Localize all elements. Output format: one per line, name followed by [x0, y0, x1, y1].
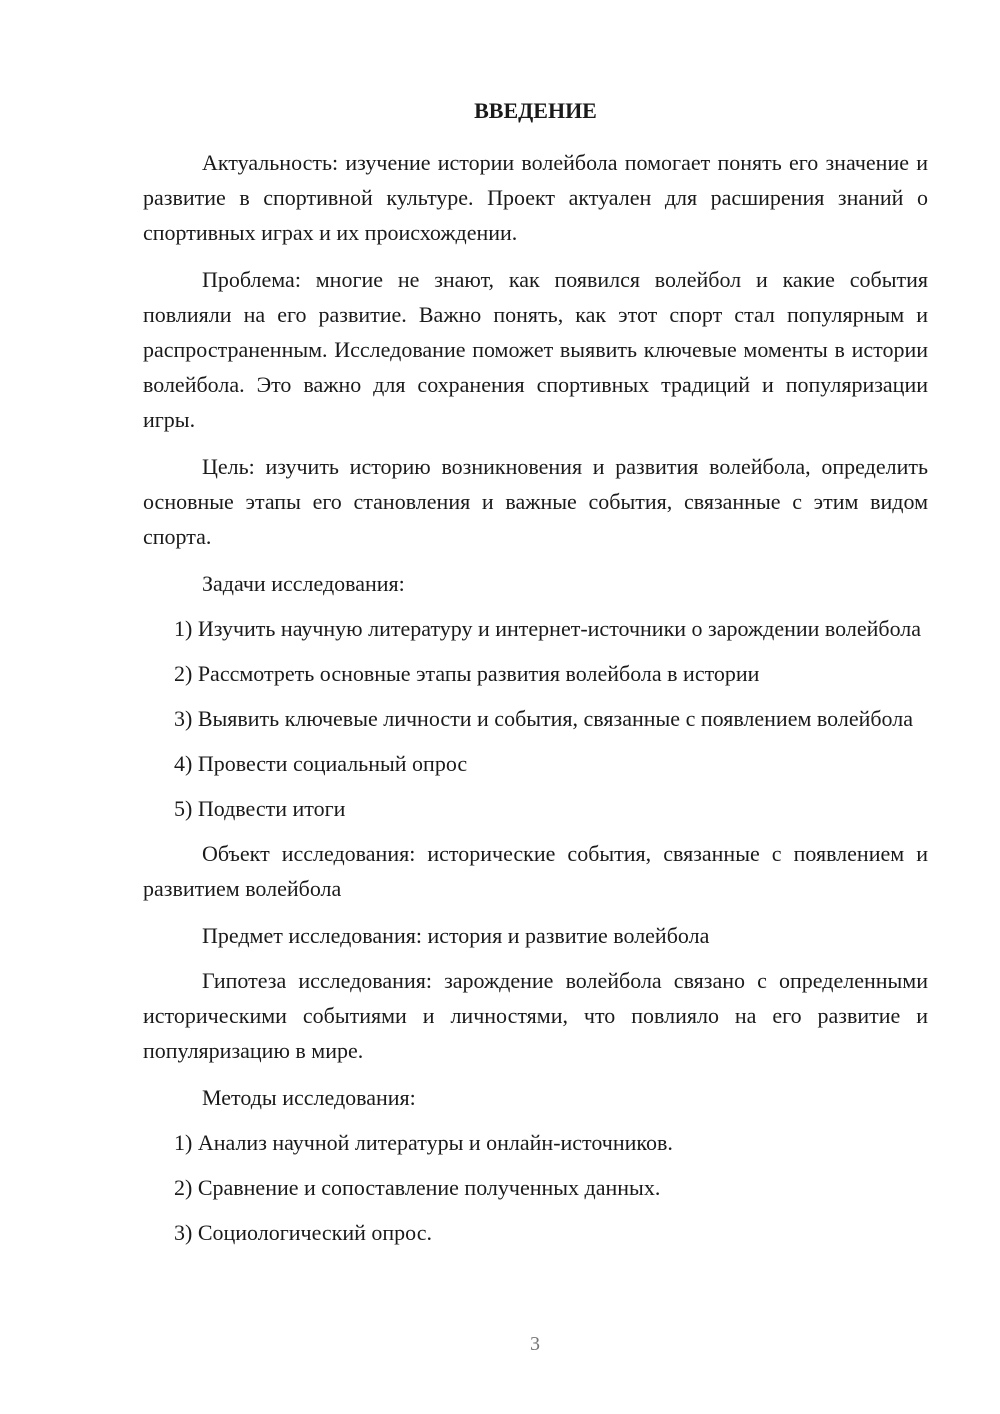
document-page — [143, 95, 928, 1260]
method-item: 3) Социологический опрос. — [174, 1220, 432, 1245]
method-item: 2) Сравнение и сопоставление полученных данных. — [174, 1175, 661, 1200]
task-item: 4) Провести социальный опрос — [174, 751, 468, 776]
task-item: 2) Рассмотреть основные этапы развития волейбола в истории — [174, 661, 760, 686]
page-title: ВВЕДЕНИЕ — [474, 98, 597, 123]
relevance-paragraph: Актуальность: изучение истории волейбола помогает понять его значение и развитие в спортивной культуре. Проект актуален для расширения знаний о спортивных играх и их происхождении. — [143, 150, 928, 245]
goal-paragraph: Цель: изучить историю возникновения и развития волейбола, определить основные этапы его становления и важные события, связанные с этим видом спорта. — [143, 454, 928, 549]
task-item: 5) Подвести итоги — [174, 796, 346, 821]
task-item: 3) Выявить ключевые личности и события, связанные с появлением волейбола — [174, 706, 913, 731]
hypothesis-paragraph: Гипотеза исследования: зарождение волейбола связано с определенными историческими событиями и личностями, что повлияло на его развитие и популяризацию в мире. — [143, 968, 928, 1063]
problem-paragraph: Проблема: многие не знают, как появился волейбол и какие события повлияли на его развитие. Важно понять, как этот спорт стал популярным и распространенным. Исследование поможет выявить ключевые моменты в истории волейбола. Это важно для сохранения спортивных традиций и популяризации игры. — [143, 267, 928, 432]
task-item: 1) Изучить научную литературу и интернет-источники о зарождении волейбола — [174, 616, 922, 641]
method-item: 1) Анализ научной литературы и онлайн-источников. — [174, 1130, 673, 1155]
methods-title: Методы исследования: — [202, 1085, 416, 1110]
object-paragraph: Объект исследования: исторические события, связанные с появлением и развитием волейбола — [143, 841, 928, 901]
subject-paragraph: Предмет исследования: история и развитие волейбола — [202, 923, 710, 948]
tasks-title: Задачи исследования: — [202, 571, 405, 596]
page-number: 3 — [530, 1333, 540, 1355]
